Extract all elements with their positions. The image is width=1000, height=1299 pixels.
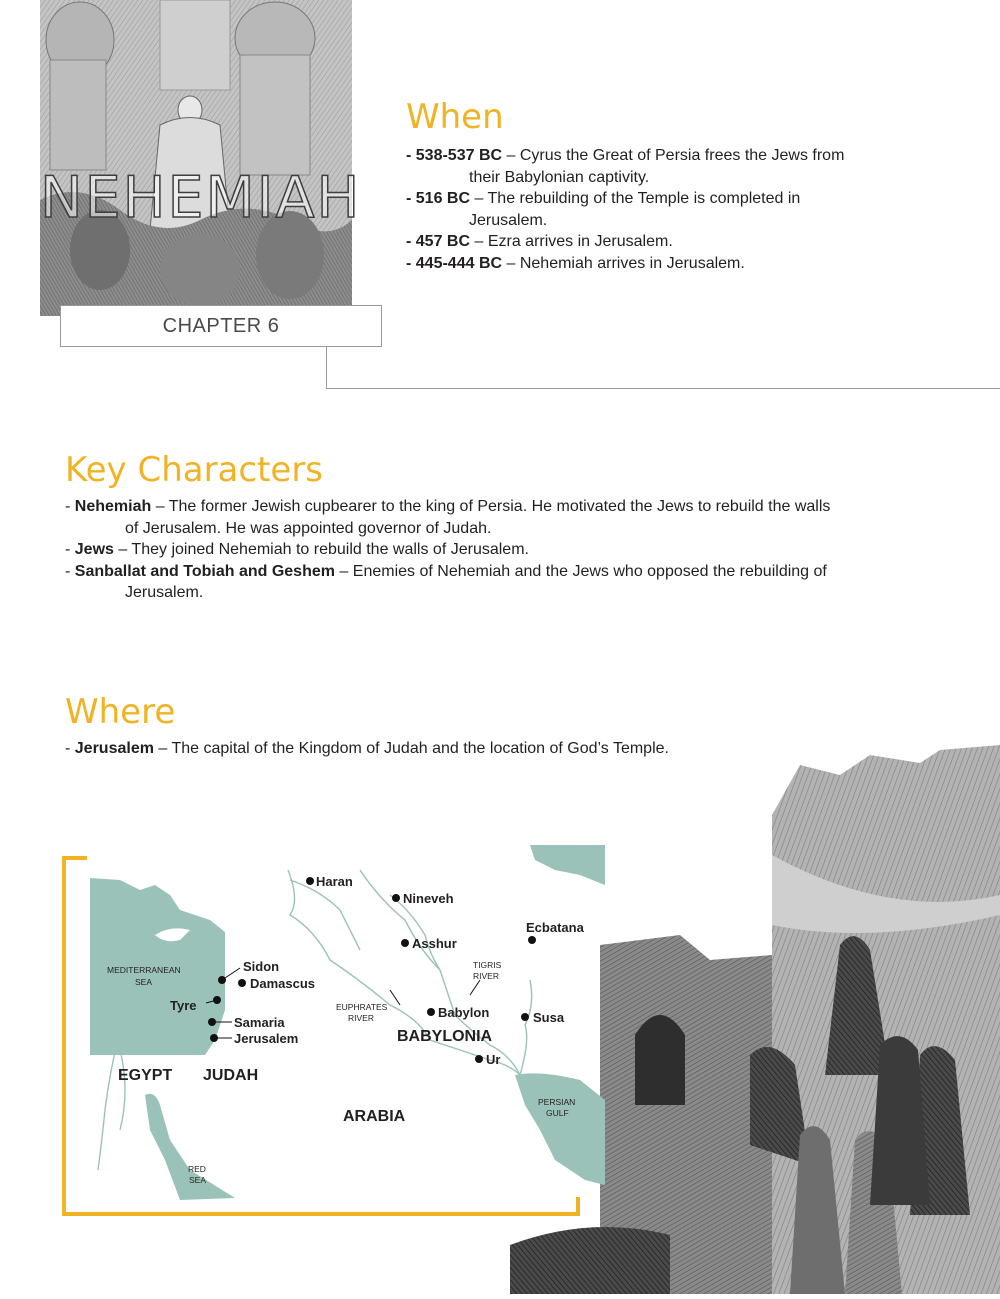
when-section bbox=[406, 97, 986, 274]
when-text: – The rebuilding of the Temple is completed in bbox=[470, 190, 801, 207]
character-name: Nehemiah bbox=[74, 498, 152, 515]
when-text-cont: Jerusalem. bbox=[469, 211, 548, 229]
water-label-gulf-1: PERSIAN bbox=[538, 1097, 576, 1107]
list-dash: - bbox=[65, 498, 75, 515]
water-label-red-1: RED bbox=[188, 1164, 206, 1174]
list-dash: - bbox=[65, 541, 75, 558]
city-dot-babylon bbox=[427, 1008, 435, 1016]
cover-image bbox=[40, 0, 352, 316]
city-label-damascus: Damascus bbox=[250, 976, 316, 991]
when-item bbox=[406, 231, 986, 253]
characters-heading: Key Characters bbox=[65, 450, 324, 490]
region-label-babylonia: BABYLONIA bbox=[397, 1028, 493, 1045]
when-item bbox=[406, 188, 986, 231]
character-text-cont: Jerusalem. bbox=[125, 584, 204, 601]
city-dot-nineveh bbox=[392, 894, 400, 902]
city-dot-damascus bbox=[238, 979, 246, 987]
city-label-nineveh: Nineveh bbox=[403, 891, 454, 906]
map-svg bbox=[60, 840, 605, 1225]
when-item bbox=[406, 253, 986, 275]
city-label-ur: Ur bbox=[486, 1052, 501, 1067]
list-dash: - bbox=[65, 562, 75, 580]
character-name: Jews bbox=[74, 541, 114, 558]
when-list bbox=[406, 145, 986, 274]
character-item bbox=[65, 561, 965, 604]
persian-gulf-shape bbox=[515, 1073, 605, 1185]
when-item bbox=[406, 145, 986, 188]
water-label-gulf-2: GULF bbox=[546, 1108, 569, 1118]
character-item bbox=[65, 496, 965, 539]
when-date: - 538-537 BC bbox=[406, 147, 503, 164]
city-label-haran: Haran bbox=[316, 874, 353, 889]
river-label-tigris-1: TIGRIS bbox=[473, 960, 502, 970]
water-label-red-2: SEA bbox=[189, 1175, 207, 1185]
city-label-samaria: Samaria bbox=[234, 1015, 285, 1030]
cover-engraving bbox=[40, 0, 352, 316]
list-dash: - bbox=[65, 740, 75, 757]
caspian-sea-shape bbox=[530, 845, 605, 885]
city-label-babylon: Babylon bbox=[438, 1005, 490, 1020]
where-heading: Where bbox=[65, 692, 176, 732]
water-label-mediterranean-1: MEDITERRANEAN bbox=[107, 965, 181, 975]
when-text: – Ezra arrives in Jerusalem. bbox=[470, 233, 673, 250]
place-text: – The capital of the Kingdom of Judah and the location of God’s Temple. bbox=[153, 740, 669, 757]
character-text-cont: of Jerusalem. He was appointed governor of Judah. bbox=[125, 519, 492, 537]
city-label-tyre: Tyre bbox=[170, 998, 197, 1013]
water-label-mediterranean-2: SEA bbox=[135, 977, 153, 987]
region-label-judah: JUDAH bbox=[203, 1067, 259, 1084]
city-label-jerusalem: Jerusalem bbox=[234, 1031, 299, 1046]
character-name: Sanballat and Tobiah and Geshem bbox=[74, 562, 335, 580]
city-dot-susa bbox=[521, 1013, 529, 1021]
when-date: - 516 BC bbox=[406, 190, 471, 207]
when-text: – Cyrus the Great of Persia frees the Jews from bbox=[502, 147, 845, 164]
when-text: – Nehemiah arrives in Jerusalem. bbox=[502, 254, 745, 272]
river-label-euphrates-1: EUPHRATES bbox=[336, 1002, 388, 1012]
character-item bbox=[65, 539, 965, 561]
character-text: – Enemies of Nehemiah and the Jews who opposed the rebuilding of bbox=[334, 562, 827, 580]
river-label-euphrates-2: RIVER bbox=[348, 1013, 374, 1023]
city-label-sidon: Sidon bbox=[243, 959, 280, 974]
place-name: Jerusalem bbox=[74, 740, 154, 757]
region-label-arabia: ARABIA bbox=[343, 1108, 406, 1125]
river-label-tigris-2: RIVER bbox=[473, 971, 499, 981]
city-dot-ecbatana bbox=[528, 936, 536, 944]
when-heading: When bbox=[406, 97, 504, 137]
city-dot-haran bbox=[306, 877, 314, 885]
map bbox=[60, 840, 605, 1230]
divider-horizontal bbox=[326, 388, 1000, 389]
city-label-susa: Susa bbox=[533, 1010, 565, 1025]
divider-vertical bbox=[326, 347, 327, 388]
characters-section bbox=[65, 450, 965, 604]
city-dot-asshur bbox=[401, 939, 409, 947]
cover-title: NEHEMIAH bbox=[40, 165, 362, 231]
city-label-asshur: Asshur bbox=[412, 936, 457, 951]
city-dot-ur bbox=[475, 1055, 483, 1063]
character-text: – They joined Nehemiah to rebuild the walls of Jerusalem. bbox=[113, 541, 529, 558]
city-label-ecbatana: Ecbatana bbox=[526, 920, 584, 935]
when-date: - 457 BC bbox=[406, 233, 471, 250]
region-label-egypt: EGYPT bbox=[118, 1067, 173, 1084]
character-text: – The former Jewish cupbearer to the king of Persia. He motivated the Jews to rebuild the walls bbox=[151, 498, 831, 515]
when-date: - 445-444 BC bbox=[406, 254, 503, 272]
when-text-cont: their Babylonian captivity. bbox=[469, 168, 650, 186]
characters-list bbox=[65, 496, 965, 604]
chapter-label: CHAPTER 6 bbox=[60, 305, 382, 347]
